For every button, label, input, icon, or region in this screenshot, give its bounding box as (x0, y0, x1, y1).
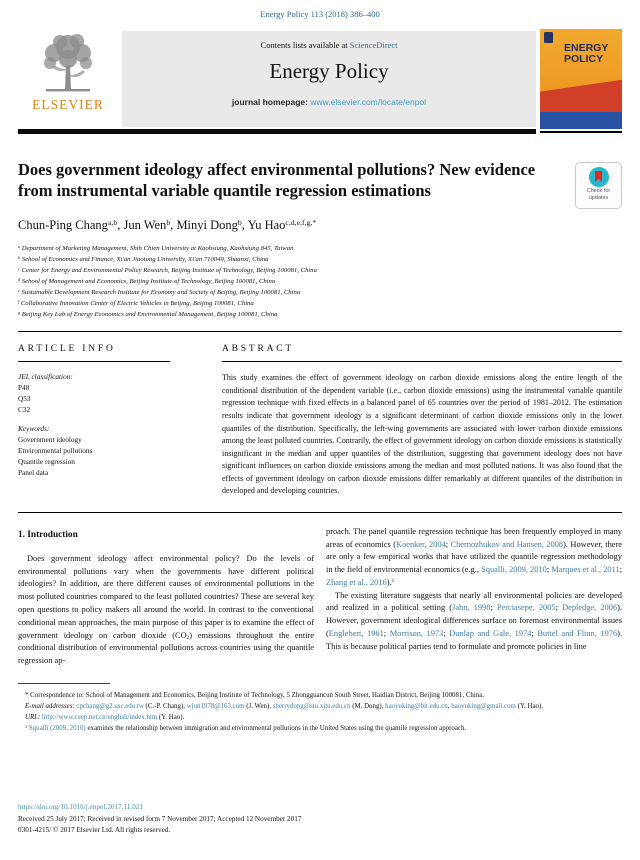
text-segment: ). However, there are only a few empirical works that have utilized the quantile regression methodology in the field of environmental economics (e.g., (326, 539, 623, 575)
text-segment: 1 (391, 578, 395, 585)
text-segment: a,b (107, 218, 118, 228)
jel-label: JEL classification: (18, 372, 73, 382)
text-segment: proach. The panel quantile regression technique has been frequently employed in many areas of economics ( (326, 526, 622, 549)
bookmark-icon (595, 171, 602, 182)
affiliation (18, 309, 622, 320)
elsevier-tree-icon (18, 31, 118, 99)
article-info-column (18, 344, 170, 497)
author-url-link[interactable]: http://www.ceep.net.cn/english/index.htm (42, 713, 158, 721)
elsevier-logo[interactable] (18, 31, 118, 127)
citation-link[interactable]: Buttel and Flinn, 1976 (537, 628, 618, 638)
received-dates: Received 25 July 2017; Received in revised form 7 November 2017; Accepted 12 November 2017 (18, 814, 302, 823)
citation-link[interactable]: Marques et al., 2011 (551, 565, 620, 575)
citation-link[interactable]: Dunlap and Gale, 1974 (449, 628, 532, 638)
section-divider (18, 512, 622, 513)
contents-prefix: Contents lists available at (260, 40, 350, 50)
check-updates-label (576, 188, 621, 201)
email-addresses-note (18, 701, 622, 712)
intro-paragraph (18, 553, 314, 668)
author-name: , Minyi Dong (170, 218, 238, 232)
citation-link[interactable]: Koenker, 2004 (396, 539, 446, 549)
contents-line (122, 40, 536, 50)
text-segment: ). However, government ideological differences surface on foremost environmental issues ( (326, 603, 623, 638)
text-segment: ). (386, 577, 392, 587)
text-segment: ; (619, 565, 623, 575)
text-segment: E-mail addresses: (25, 702, 77, 710)
text-segment: ; (546, 565, 552, 575)
keyword: Quantile regression (18, 456, 75, 466)
text-segment: Does government ideology affect environmental policy? Do the levels of environmental pollutions vary when the governments have different political ideologies? In addition, are there different causes of environmental pollutions in the most polluted countries compared to the least polluted countries? These are several key open questions to policy makers all around the world. In contrast to the conventional conditional mean approaches, the main purpose of this paper is to examine the effect of government ideology on carbon dioxide (CO (18, 553, 314, 640)
intro-paragraph (326, 526, 622, 590)
text-segment: b (166, 218, 171, 228)
affiliation (18, 298, 622, 309)
citation-link[interactable]: Squalli, 2009, 2010 (481, 565, 547, 575)
masthead (18, 29, 622, 135)
text-segment: c (18, 266, 20, 272)
intro-left-column (18, 526, 314, 668)
text-segment: e (18, 288, 20, 294)
author-name: , Yu Hao (241, 218, 286, 232)
journal-banner (122, 31, 536, 127)
correspondence-note (18, 690, 622, 701)
text-segment: ; (445, 539, 451, 549)
citation-link[interactable]: Zhang et al., 2016 (326, 577, 387, 587)
text-segment: Department of Marketing Management, Shih Chien University at Kaohsiung, Kaohsiung 845, Taiwan (20, 245, 294, 252)
homepage-prefix: journal homepage: (231, 97, 311, 107)
title-block (18, 159, 622, 209)
intro-right-column (326, 526, 622, 668)
text-segment: ; (490, 603, 497, 613)
info-abstract-section (18, 332, 622, 497)
check-updates-icon (589, 167, 609, 187)
affiliation (18, 265, 622, 276)
text-segment: f (18, 299, 20, 305)
check-updates-label-line2: updates (588, 194, 609, 201)
keyword-list (18, 435, 170, 479)
text-segment: URL: (25, 713, 43, 721)
text-segment: (M. Dong), (350, 702, 386, 710)
author-name: , Jun Wen (117, 218, 167, 232)
abstract-text: This study examines the effect of government ideology on carbon dioxide emissions along the entire length of the conditional distribution of the dependent variable (i.e., carbon dioxide emissions) using the instrumental variable quantile regression technique with fixed effects in a balanced panel of 65 countries over the period of 1981–2012. The estimation results indicate that government ideology is a significant determinant of carbon dioxide emissions only in the lower quantiles of the distribution. Specifically, the left-wing governments are associated with lower carbon dioxide emissions among the least polluted countries. Contrarily, the effect of government ideology on carbon dioxide emissions is statistically insignificant in the median and upper quantiles of the distribution, suggesting that government ideology does not have significant influences on carbon dioxide emissions among the median and most polluted nations. It was also found that the effects of government ideology on carbon dioxide emissions differ remarkably at different quantiles of the distribution in developed and developing countries. (222, 373, 622, 496)
text-segment: b (237, 218, 242, 228)
affiliation (18, 254, 622, 265)
text-segment: a (18, 243, 21, 249)
text-segment: ; (383, 628, 390, 638)
citation-link[interactable]: Squalli (2009, 2010) (28, 724, 86, 732)
keywords-label: Keywords: (18, 424, 50, 434)
text-segment: Beijing Key Lab of Energy Economics and Environmental Management, Beijing 100081, China (20, 311, 278, 319)
footnotes-block (18, 683, 622, 734)
abstract-column (222, 344, 622, 497)
text-segment: b (18, 254, 21, 260)
cover-title-line2: POLICY (564, 53, 604, 66)
text-segment: ; (555, 603, 563, 613)
affiliation (18, 276, 622, 287)
citation-link[interactable]: Englebert, 1961 (328, 628, 384, 638)
journal-cover-thumbnail[interactable] (540, 29, 622, 129)
check-for-updates-badge[interactable] (575, 162, 622, 209)
intro-paragraph (326, 590, 622, 654)
homepage-url-link[interactable]: www.elsevier.com/locate/enpol (310, 97, 427, 107)
keyword: Panel data (18, 467, 49, 477)
article-title: Does government ideology affect environmental pollutions? New evidence from instrumental variable quantile regression estimations (18, 160, 536, 201)
citation-link[interactable]: Chernozhukov and Hansen, 2008 (450, 539, 564, 549)
abstract-heading-rule (222, 361, 622, 362)
check-updates-label-line1: Check for (586, 188, 611, 194)
author-line (18, 218, 622, 233)
journal-reference: Energy Policy 113 (2018) 386–400 (260, 9, 380, 19)
email-link[interactable]: sherrydong@stu.xjtu.edu.cn (272, 702, 351, 710)
text-segment: ; (443, 628, 450, 638)
citation-link[interactable]: Morrison, 1973 (389, 628, 444, 638)
homepage-line (122, 97, 536, 107)
text-segment: g (18, 310, 21, 316)
text-segment: School of Management and Economics, Beijing Institute of Technology, Beijing 100081, China (20, 278, 276, 286)
article-footer (18, 802, 622, 837)
jel-code: P48 (18, 383, 30, 393)
keyword: Environmental pollutions (18, 445, 93, 455)
elsevier-wordmark: ELSEVIER (32, 97, 104, 112)
article-info-heading: ARTICLE INFO (18, 344, 116, 355)
text-segment: Sustainable Development Research Institute for Economy and Society of Beijing, Beijing 100081, China (19, 289, 301, 297)
text-segment: (Y. Hao). (157, 713, 185, 721)
text-segment: 2 (186, 634, 190, 641)
text-segment: ). This is because political parties tend to formulate and promote policies in line (326, 628, 623, 651)
text-segment: * Correspondence to: School of Management and Economics, Beijing Institute of Technology, 5 Zhongguancun South Street, Haidian District, Beijing 100081, China. (25, 691, 485, 699)
text-segment: The existing literature suggests that nearly all environmental policies are developed and realized in a political setting ( (326, 590, 622, 613)
text-segment: d (18, 277, 21, 283)
introduction-section (18, 526, 622, 668)
text-segment: (C.-P. Chang), (143, 702, 187, 710)
cover-divider-bar (540, 131, 622, 133)
cover-blue-band (540, 112, 622, 129)
email-link[interactable]: haoyuking@bit.edu.cn (385, 702, 448, 710)
journal-title: Energy Policy (269, 59, 389, 83)
text-segment: c,d,e,f,g,* (285, 218, 317, 228)
keyword: Government ideology (18, 435, 82, 445)
email-link[interactable]: haoyuking@gmail.com (451, 702, 516, 710)
text-segment: (J. Wen), (244, 702, 273, 710)
author-name: Chun-Ping Chang (18, 218, 108, 232)
text-segment: examines the relationship between immigration and environmental pollutions in the United States using the quantile regression approach. (85, 724, 467, 732)
email-link[interactable]: wjun1978@163.com (186, 702, 245, 710)
citation-link[interactable]: Depledge, 2006 (562, 603, 618, 613)
sciencedirect-link[interactable]: ScienceDirect (349, 40, 398, 50)
url-note (18, 712, 622, 723)
text-segment: School of Economics and Finance, Xi'an Jiaotong University, Xi'an 710049, Shaanxi, China (20, 256, 269, 264)
jel-code: C32 (18, 405, 31, 415)
affiliation (18, 243, 622, 254)
jel-code: Q53 (18, 394, 31, 404)
affiliations-list (18, 243, 622, 320)
jel-code-list (18, 383, 170, 416)
cover-title-line1: ENERGY (564, 42, 609, 54)
cover-red-band (540, 78, 622, 112)
text-segment: ; (531, 628, 538, 638)
cover-journal-title (564, 43, 608, 66)
abstract-heading: ABSTRACT (222, 344, 295, 355)
text-segment: ) emissions throughout the entire conditional distribution of environmental pollutions across countries using the quantile regression ap- (18, 630, 315, 666)
cover-emblem-icon (544, 32, 553, 43)
masthead-divider-bar (18, 129, 536, 134)
doi-link[interactable]: https://doi.org/10.1016/j.enpol.2017.11.021 (18, 803, 143, 812)
text-segment: Center for Energy and Environmental Policy Research, Beijing Institute of Technology, Beijing 100081, China (19, 267, 317, 275)
footnote-divider (18, 683, 110, 684)
copyright-line: 0301-4215/ © 2017 Elsevier Ltd. All rights reserved. (18, 826, 171, 835)
text-segment: , (447, 702, 452, 710)
introduction-heading: 1. Introduction (18, 529, 78, 540)
text-segment: 1 (25, 723, 28, 729)
text-segment: (Y. Hao). (515, 702, 543, 710)
email-link[interactable]: cpchang@g2.usc.edu.tw (76, 702, 144, 710)
affiliation (18, 287, 622, 298)
citation-link[interactable]: Jahn, 1998 (452, 603, 491, 613)
footnote-1 (18, 723, 622, 734)
citation-link[interactable]: Perciasepe, 2005 (496, 603, 556, 613)
article-info-heading-rule (18, 361, 170, 362)
text-segment: Collaborative Innovation Center of Electric Vehicles in Beijing, Beijing 100081, China (19, 300, 254, 308)
